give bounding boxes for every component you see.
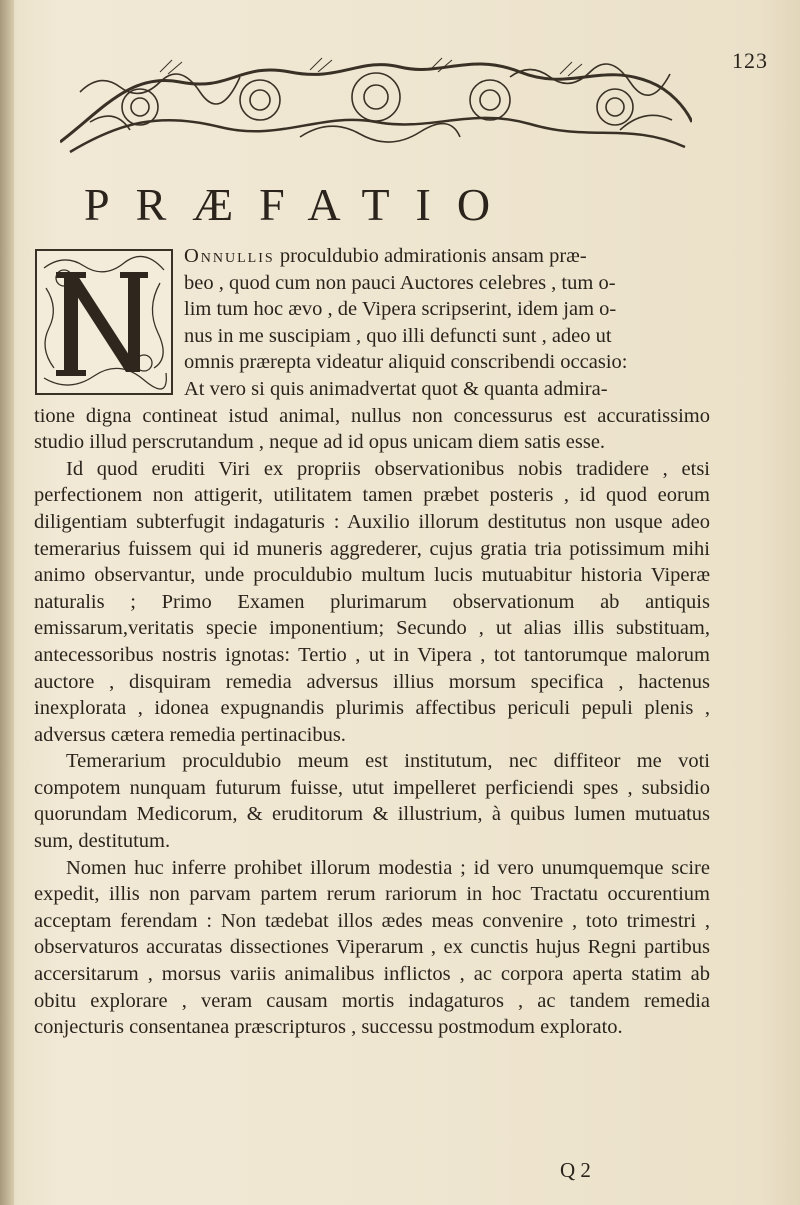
text-line [184, 243, 710, 270]
page-number: 123 [732, 48, 768, 73]
gutter-shadow [0, 0, 14, 1205]
text-line: At vero si quis animadvertat quot & quanta admira- [184, 377, 608, 400]
text-line: nus in me suscipiam , quo illi defuncti sunt , adeo ut [184, 324, 612, 347]
text-line-content: proculdubio admirationis ansam præ- [279, 245, 587, 267]
preface-title: PRÆFATIO [84, 179, 517, 230]
paragraph-4: Nomen huc inferre prohibet illorum modestia ; id vero unumquemque scire expedit, illis non parvam partem rerum rariorum in hoc Tractatu occurentium acceptam ferendam : Non tædebat illos ædes meas convenire , toto trimestri , observaturos accuratas dissectiones Viperarum , ex cunctis hujus Regni partibus accersitarum , morsus variis animalibus inflictos , ac corpora aperta statim ab obitu explorare , veram causam mortis indagaturos , ac tandem remedia conjecturis consentanea præscripturos , successu postmodum explorato. [34, 856, 710, 1039]
text-line: omnis prærepta videatur aliquid conscribendi occasio: [184, 351, 628, 374]
text-line: lim tum hoc ævo , de Vipera scripserint, idem jam o- [184, 298, 617, 321]
preface-body [34, 243, 710, 1041]
opening-lines [184, 243, 710, 403]
paragraph-2: Id quod eruditi Viri ex propriis observationibus nobis tradidere , etsi perfectionem non attigerit, utilitatem tamen præbet posteris , id quod eorum diligentiam subterfugit indagaturis : Auxilio illorum destitutus non usque adeo temerarius fuissem qui id muneris aggrederer, cujus gratia tria potissimum mihi animo observantur, unde proculdubio multum lucis mutuabitur historia Viperæ naturalis ; Primo Examen plurimarum observationum ab antiquis emissarum,veritatis specie imponentium; Secundo , ut alias illis substituam, antecessoribus nostris ignotas: Tertio , ut in Vipera , tot tantorumque malorum auctore , disquiram remedia adversus illius morsum specifica , hactenus inexplorata , idonea expugnandis plurimis affectibus periculi pepuli plenis , adversus cætera remedia pertinacibus. [34, 457, 710, 746]
signature-catchword: Q 2 [560, 1158, 591, 1182]
paragraph-3: Temerarium proculdubio meum est institutum, nec diffiteor me voti compotem nunquam futurum fuisse, utut impelleret perficiendi spes , subsidio quorundam Medicorum, & eruditorum & illustrium, à quibus lumen mutuatus sum, destitutum. [34, 750, 710, 853]
text-line: beo , quod cum non pauci Auctores celebres , tum o- [184, 271, 616, 294]
opening-word: Onnullis [184, 245, 275, 267]
paragraph-1-continuation: tione digna contineat istud animal, nullus non concessurus est accuratissimo studio illud perscrutandum , neque ad id opus unicam diem satis esse. [34, 404, 710, 454]
ornamental-headpiece [60, 52, 692, 162]
